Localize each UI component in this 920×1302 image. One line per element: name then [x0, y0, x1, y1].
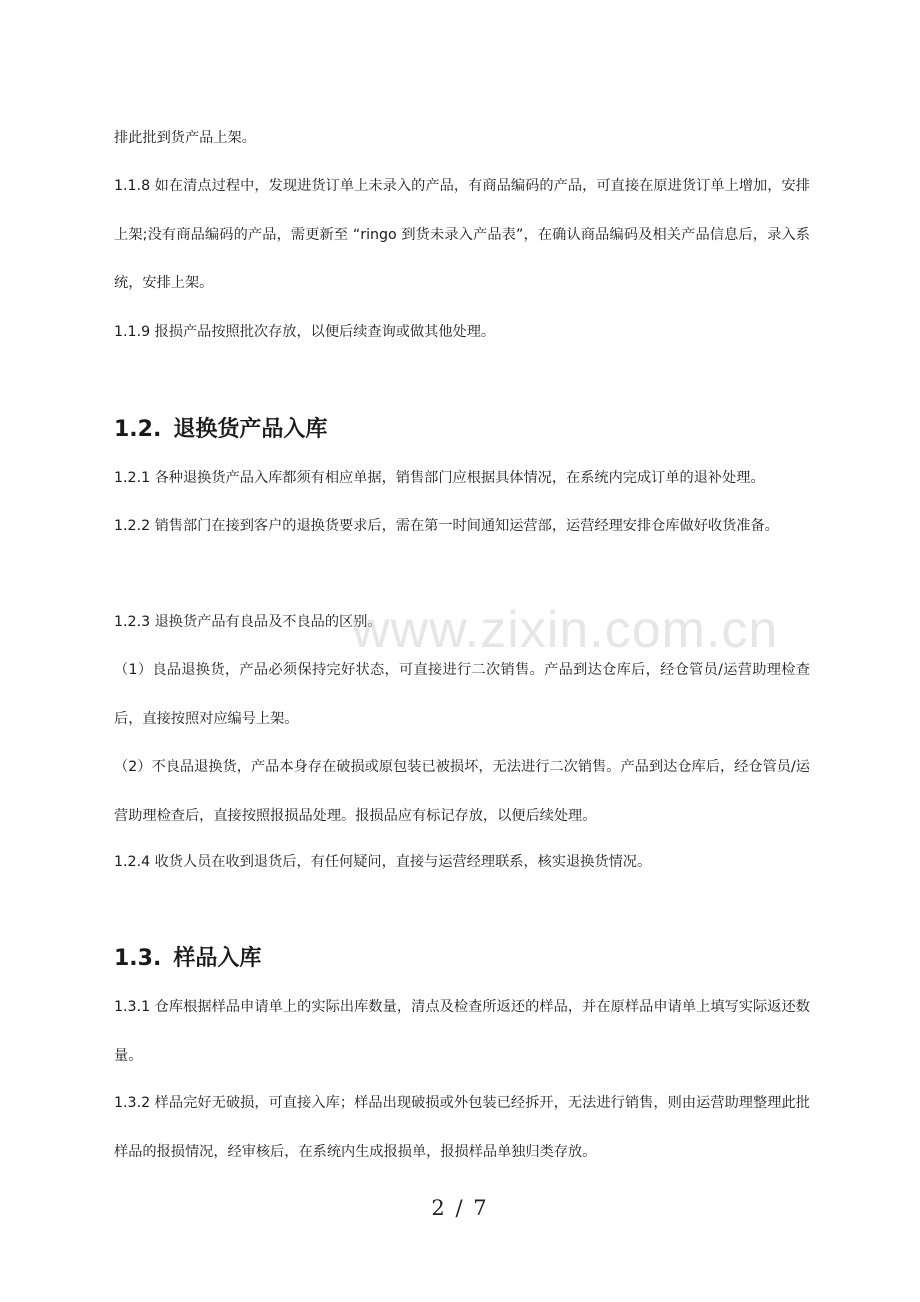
paragraph-1-1-9: 1.1.9 报损产品按照批次存放，以便后续查询或做其他处理。: [114, 324, 496, 340]
section-number: 1.3.: [114, 946, 162, 971]
section-title: 退换货产品入库: [173, 417, 328, 442]
section-title: 样品入库: [173, 946, 262, 971]
paragraph-1-2-1: 1.2.1 各种退换货产品入库都须有相应单据，销售部门应根据具体情况，在系统内完成订单的退补处理。: [114, 470, 765, 486]
section-heading-1-3: [114, 944, 261, 974]
paragraph-1-3-2: 1.3.2 样品完好无破损，可直接入库；样品出现破损或外包装已经拆开，无法进行销售，则由运营助理整理此批样品的报损情况，经审核后，在系统内生成报损单，报损样品单独归类存放。: [114, 1095, 810, 1160]
page-indicator: 2 / 7: [431, 1196, 489, 1220]
section-heading-1-2: [114, 415, 327, 445]
paragraph-1-1-8: 1.1.8 如在清点过程中，发现进货订单上未录入的产品，有商品编码的产品，可直接在原进货订单上增加，安排上架;没有商品编码的产品，需更新至 “ringo 到货未录入产品表”，在确认商品编码及相关产品信息后，录入系统，安排上架。: [114, 178, 810, 291]
paragraph-1-2-4: 1.2.4 收货人员在收到退货后，有任何疑问，直接与运营经理联系，核实退换货情况。: [114, 854, 652, 870]
paragraph-continuation: 排此批到货产品上架。: [114, 130, 256, 146]
paragraph-1-2-2: 1.2.2 销售部门在接到客户的退换货要求后，需在第一时间通知运营部，运营经理安排仓库做好收货准备。: [114, 518, 779, 534]
watermark: www.zixin.com.cn: [352, 601, 779, 659]
section-number: 1.2.: [114, 417, 162, 442]
paragraph-1-3-1: 1.3.1 仓库根据样品申请单上的实际出库数量，清点及检查所返还的样品，并在原样品申请单上填写实际返还数量。: [114, 999, 810, 1064]
paragraph-1-2-3: 1.2.3 退换货产品有良品及不良品的区别。: [114, 614, 382, 630]
paragraph-1-2-3-item-1: （1）良品退换货，产品必须保持完好状态，可直接进行二次销售。产品到达仓库后，经仓管员/运营助理检查后，直接按照对应编号上架。: [114, 662, 810, 727]
paragraph-1-2-3-item-2: （2）不良品退换货，产品本身存在破损或原包装已被损坏，无法进行二次销售。产品到达仓库后，经仓管员/运营助理检查后，直接按照报损品处理。报损品应有标记存放，以便后续处理。: [114, 759, 810, 824]
